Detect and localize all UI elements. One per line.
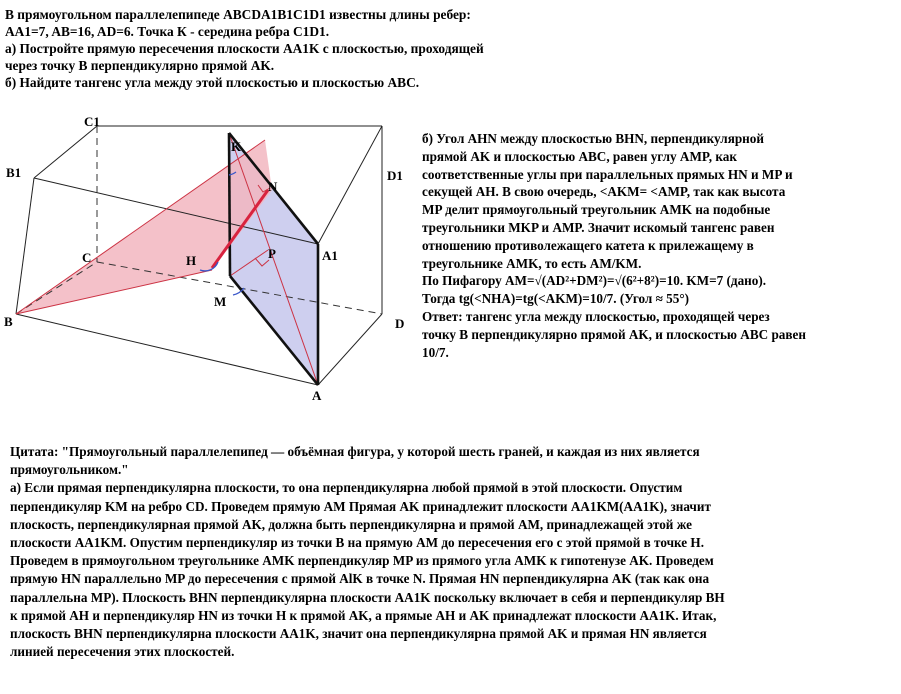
label-b1: B1 — [6, 165, 22, 180]
solution-a-line: линией пересечения этих плоскостей. — [10, 644, 235, 660]
edge-b-b1 — [16, 178, 34, 314]
solution-b-line: MP делит прямоугольный треугольник AMK на подобные — [422, 202, 771, 218]
problem-line: В прямоугольном параллелепипеде ABCDA1B1C1D1 известны длины ребер: — [5, 7, 471, 22]
solution-b-line: треугольники MKP и AMP. Значит искомый тангенс равен — [422, 219, 775, 235]
label-a1: A1 — [322, 248, 338, 263]
problem-line: б) Найдите тангенс угла между этой плоскостью и плоскостью ABC. — [5, 75, 420, 90]
solution-b-line: соответственные углы при параллельных прямых HN и MP и — [422, 166, 793, 182]
solution-b-line: отношению противолежащего катета к прилежащему в — [422, 237, 754, 253]
solution-a-line: плоскости AA1KM. Опустим перпендикуляр из точки B на прямую AM до пересечения его с этой прямой в точке H. — [10, 535, 704, 551]
solution-a-line: плоскость BHN перпендикулярна плоскости AA1K, значит она перпендикулярна прямой AK и прямая HN является — [10, 626, 707, 642]
problem-line: AA1=7, AB=16, AD=6. Точка К - середина ребра C1D1. — [5, 24, 330, 39]
solution-a-line: прямоугольником." — [10, 462, 129, 478]
label-c1: C1 — [84, 114, 100, 129]
label-h: H — [186, 253, 197, 268]
solution-a-line: перпендикуляр KM на ребро CD. Проведем прямую AM Прямая AK принадлежит плоскости AA1KM(AA1K), значит — [10, 498, 711, 514]
label-m: M — [214, 294, 227, 309]
solution-a-line: прямую HN параллельно MP до пересечения с прямой AlK в точке N. Прямая HN перпендикулярна AK (так как она — [10, 571, 710, 587]
edge-d1-a1 — [318, 126, 382, 244]
solution-a-line: а) Если прямая перпендикулярна плоскости, то она перпендикулярна любой прямой в этой плоскости. Опустим — [10, 480, 683, 496]
solution-a-line: плоскость, перпендикулярная прямой AK, должна быть перпендикулярна и прямой AM, принадлежащей этой же — [10, 516, 692, 532]
solution-b-line: точку B перпендикулярно прямой AK, и плоскостью ABC равен — [422, 326, 806, 342]
label-p: P — [268, 246, 276, 261]
solution-a-line: параллельна MP). Плоскость BHN перпендикулярна плоскости AA1K поскольку включает в себя и перпендикуляр BH — [10, 589, 725, 605]
parallelepiped-figure — [0, 110, 420, 410]
solution-b-line: По Пифагору AM=√(AD²+DM²)=√(6²+8²)=10. KM=7 (дано). — [422, 273, 767, 289]
label-k: K — [231, 139, 242, 154]
plane-bhn — [16, 140, 272, 314]
solution-b-line: 10/7. — [422, 344, 449, 360]
label-d1: D1 — [387, 168, 403, 183]
label-n: N — [268, 179, 278, 194]
solution-a — [10, 443, 725, 661]
solution-b-line: б) Угол AHN между плоскостью BHN, перпендикулярной — [422, 131, 764, 146]
solution-b-line: прямой AK и плоскостью ABC, равен углу AMP, как — [422, 148, 737, 164]
solution-a-line: к прямой AH и перпендикуляр HN из точки H к прямой AK, а прямые AH и AK принадлежат плоскости AA1K. Итак, — [10, 607, 717, 623]
solution-b — [422, 130, 806, 361]
label-c: C — [82, 250, 92, 265]
label-a: A — [312, 388, 322, 403]
edge-d-a — [318, 314, 382, 385]
label-b: B — [4, 314, 13, 329]
problem-line: через точку B перпендикулярно прямой AK. — [5, 58, 275, 73]
solution-b-line: Тогда tg(<NHA)=tg(<AKM)=10/7. (Угол ≈ 55°) — [422, 291, 690, 307]
problem-line: а) Постройте прямую пересечения плоскости AA1K с плоскостью, проходящей — [5, 41, 484, 56]
problem-statement — [5, 6, 484, 91]
solution-b-line: Ответ: тангенс угла между плоскостью, проходящей через — [422, 308, 770, 324]
label-d: D — [395, 316, 405, 331]
solution-a-line: Проведем в прямоугольном треугольнике AMK перпендикуляр MP из прямого угла AMK к гипотенузе AK. Проведем — [10, 553, 714, 569]
solution-b-line: секущей AH. В свою очередь, <AKM= <AMP, так как высота — [422, 184, 786, 200]
solution-b-line: треугольнике AMK, то есть AM/KM. — [422, 255, 642, 271]
edge-b1-c1 — [34, 126, 97, 178]
segment-k-m — [229, 133, 230, 276]
solution-a-line: Цитата: "Прямоугольный параллелепипед — объёмная фигура, у которой шесть граней, и каждая из них является — [10, 444, 700, 459]
